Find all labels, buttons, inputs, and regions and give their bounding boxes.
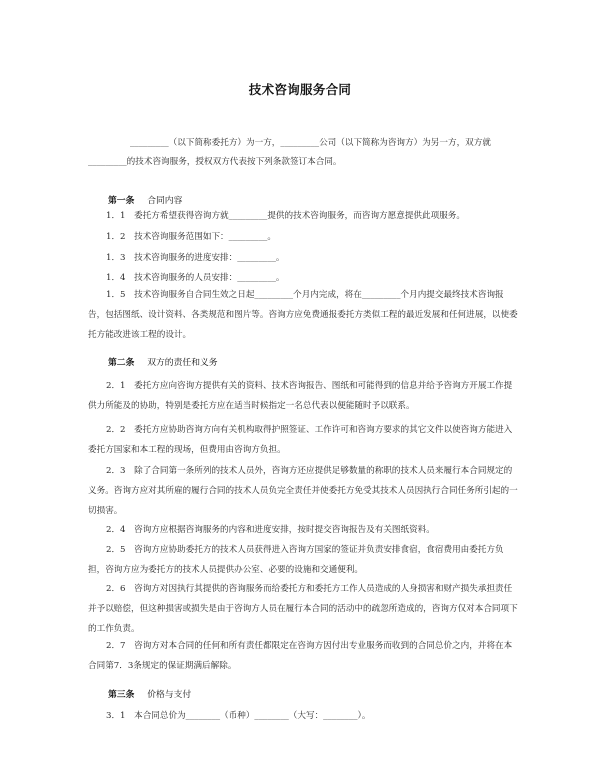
section-number: 第二条 — [108, 358, 135, 368]
clause: 3．1 本合同总价为________（币种）________（大写：________）。 — [106, 711, 371, 721]
clause: 1．4 技术咨询服务的人员安排：_________。 — [106, 273, 285, 283]
clause: 2．2 委托方应协助咨询方向有关机构取得护照签证、工作许可和咨询方要求的其它文件以使咨询方能进入委托方国家和本工程的现场，但费用由咨询方负担。 — [88, 425, 513, 455]
clause: 1．3 技术咨询服务的进度安排：_________。 — [106, 253, 285, 263]
page-title: 技术咨询服务合同 — [248, 82, 352, 97]
clause: 2．4 咨询方应根据咨询服务的内容和进度安排，按时提交咨询报告及有关图纸资料。 — [106, 525, 435, 535]
section-heading — [108, 193, 182, 206]
section-number: 第三条 — [108, 690, 135, 700]
clause: 1．2 技术咨询服务范围如下：_________。 — [106, 232, 276, 242]
section-title: 双方的责任和义务 — [147, 358, 218, 368]
clause: 2．3 除了合同第一条所列的技术人员外，咨询方还应提供足够数量的称职的技术人员来履行本合同规定的义务。咨询方应对其所雇的履行合同的技术人员负完全责任并使委托方免受其技术人员因执行合同任务所引起的一切损害。 — [88, 466, 518, 516]
section-heading — [108, 355, 218, 368]
section-number: 第一条 — [108, 196, 135, 206]
clause: 2．1 委托方应向咨询方提供有关的资料、技术咨询报告、图纸和可能得到的信息并给予咨询方开展工作提供力所能及的协助，特别是委托方应在适当时候指定一名总代表以便能随时予以联系。 — [88, 381, 513, 411]
clause: 1．1 委托方希望获得咨询方就_________提供的技术咨询服务，而咨询方愿意提供此项服务。 — [106, 211, 465, 221]
clause: 2．7 咨询方对本合同的任何和所有责任都限定在咨询方因付出专业服务而收到的合同总价之内，并将在本合同第7．3条规定的保证期满后解除。 — [88, 641, 513, 671]
section-title: 价格与支付 — [147, 690, 192, 700]
section-heading — [108, 687, 191, 700]
section-title: 合同内容 — [147, 196, 183, 206]
clause: 1．5 技术咨询服务自合同生效之日起_________个月内完成，将在_________个月内提交最终技术咨询报告，包括图纸、设计资料、各类规范和图片等。咨询方应免费通报委托方类似工程的最近发展和任何进展，以使委托方能改进该工程的设计。 — [88, 290, 518, 340]
clause: 2．6 咨询方对因执行其提供的咨询服务而给委托方和委托方工作人员造成的人身损害和财产损失承担责任并予以赔偿，但这种损害或损失是由于咨询方人员在履行本合同的活动中的疏忽所造成的，咨询方仅对本合同项下的工作负责。 — [88, 584, 518, 634]
clause: 2．5 咨询方应协助委托方的技术人员获得进入咨询方国家的签证并负责安排食宿，食宿费用由委托方负担，咨询方应为委托方的技术人员提供办公室、必要的设施和交通便利。 — [88, 545, 504, 575]
intro-paragraph: _________（以下简称委托方）为一方，_________公司（以下简称为咨询方）为另一方，双方就_________的技术咨询服务，授权双方代表按下列条款签订本合同。 — [88, 138, 491, 167]
